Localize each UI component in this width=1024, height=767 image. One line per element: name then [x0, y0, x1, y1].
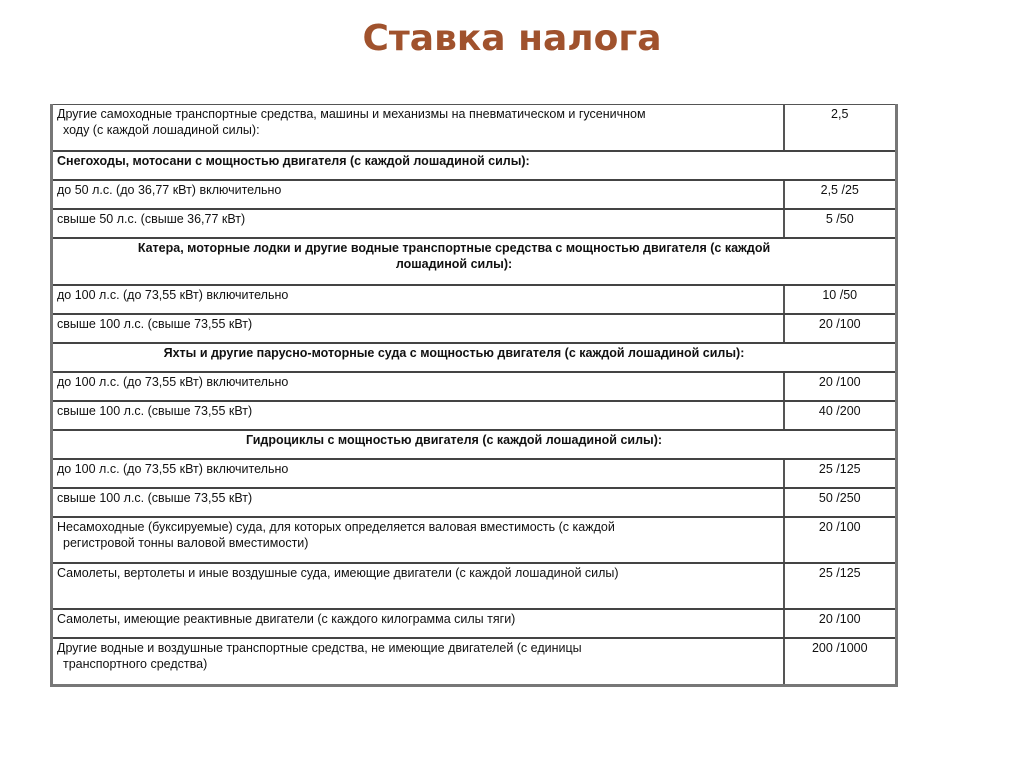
tax-rate-value: 5 /50: [784, 209, 897, 238]
section-header: [52, 151, 897, 180]
description-line: свыше 100 л.с. (свыше 73,55 кВт): [57, 490, 253, 505]
vehicle-description: [52, 488, 784, 517]
table-row: [52, 314, 897, 343]
vehicle-description: [52, 609, 784, 638]
vehicle-description: [52, 638, 784, 686]
tax-rate-table: [50, 104, 898, 687]
vehicle-description: [52, 372, 784, 401]
table-row: [52, 105, 897, 151]
description-line: до 50 л.с. (до 36,77 кВт) включительно: [57, 182, 282, 197]
vehicle-description: [52, 209, 784, 238]
section-header-row: [52, 238, 897, 285]
description-line: свыше 100 л.с. (свыше 73,55 кВт): [57, 403, 253, 418]
description-line: Другие самоходные транспортные средства, машины и механизмы на пневматическом и гусеничном: [57, 107, 646, 121]
table-row: [52, 401, 897, 430]
description-line: транспортного средства): [63, 656, 208, 671]
vehicle-description: [52, 314, 784, 343]
description-line: свыше 100 л.с. (свыше 73,55 кВт): [57, 316, 253, 331]
section-header-row: [52, 343, 897, 372]
table-row: [52, 517, 897, 563]
vehicle-description: [52, 401, 784, 430]
tax-rate-value: 25 /125: [784, 563, 897, 609]
table-row: [52, 285, 897, 314]
tax-rate-value: 20 /100: [784, 372, 897, 401]
description-line: лошадиной силы):: [395, 256, 513, 271]
table-row: [52, 372, 897, 401]
table-row: [52, 459, 897, 488]
vehicle-description: [52, 180, 784, 209]
description-line: ходу (с каждой лошадиной силы):: [63, 123, 260, 137]
vehicle-description: [52, 517, 784, 563]
description-line: Катера, моторные лодки и другие водные транспортные средства с мощностью двигателя (с каждой: [137, 240, 771, 255]
table-row: [52, 638, 897, 686]
tax-rate-value: 2,5 /25: [784, 180, 897, 209]
table-row: [52, 180, 897, 209]
section-header: [52, 343, 897, 372]
tax-rate-value: 20 /100: [784, 609, 897, 638]
table-row: [52, 563, 897, 609]
description-line: Другие водные и воздушные транспортные средства, не имеющие двигателей (с единицы: [57, 640, 582, 655]
tax-rate-value: 50 /250: [784, 488, 897, 517]
section-header-row: [52, 151, 897, 180]
tax-rate-value: 25 /125: [784, 459, 897, 488]
description-line: до 100 л.с. (до 73,55 кВт) включительно: [57, 374, 289, 389]
vehicle-description: [52, 459, 784, 488]
description-line: Яхты и другие парусно-моторные суда с мощностью двигателя (с каждой лошадиной силы):: [163, 345, 745, 360]
description-line: Несамоходные (буксируемые) суда, для которых определяется валовая вместимость (с каждой: [57, 519, 615, 534]
table-row: [52, 488, 897, 517]
table-row: [52, 609, 897, 638]
description-line: свыше 50 л.с. (свыше 36,77 кВт): [57, 211, 246, 226]
tax-rate-value: 10 /50: [784, 285, 897, 314]
description-line: Гидроциклы с мощностью двигателя (с каждой лошадиной силы):: [245, 432, 663, 447]
description-line: до 100 л.с. (до 73,55 кВт) включительно: [57, 461, 289, 476]
description-line: Самолеты, вертолеты и иные воздушные суда, имеющие двигатели (с каждой лошадиной силы): [57, 565, 619, 580]
description-line: до 100 л.с. (до 73,55 кВт) включительно: [57, 287, 289, 302]
tax-rate-value: 2,5: [784, 105, 897, 151]
tax-rate-value: 200 /1000: [784, 638, 897, 686]
description-line: Самолеты, имеющие реактивные двигатели (с каждого килограмма силы тяги): [57, 611, 516, 626]
tax-rate-table-body: [52, 105, 897, 686]
section-header: [52, 430, 897, 459]
tax-rate-value: 40 /200: [784, 401, 897, 430]
table-row: [52, 209, 897, 238]
vehicle-description: [52, 563, 784, 609]
section-header-row: [52, 430, 897, 459]
vehicle-description: [52, 105, 784, 151]
description-line: регистровой тонны валовой вместимости): [63, 535, 309, 550]
tax-rate-value: 20 /100: [784, 314, 897, 343]
description-line: Снегоходы, мотосани с мощностью двигателя (с каждой лошадиной силы):: [57, 153, 530, 168]
slide-title: Ставка налога: [362, 18, 662, 59]
section-header: [52, 238, 897, 285]
tax-rate-value: 20 /100: [784, 517, 897, 563]
vehicle-description: [52, 285, 784, 314]
